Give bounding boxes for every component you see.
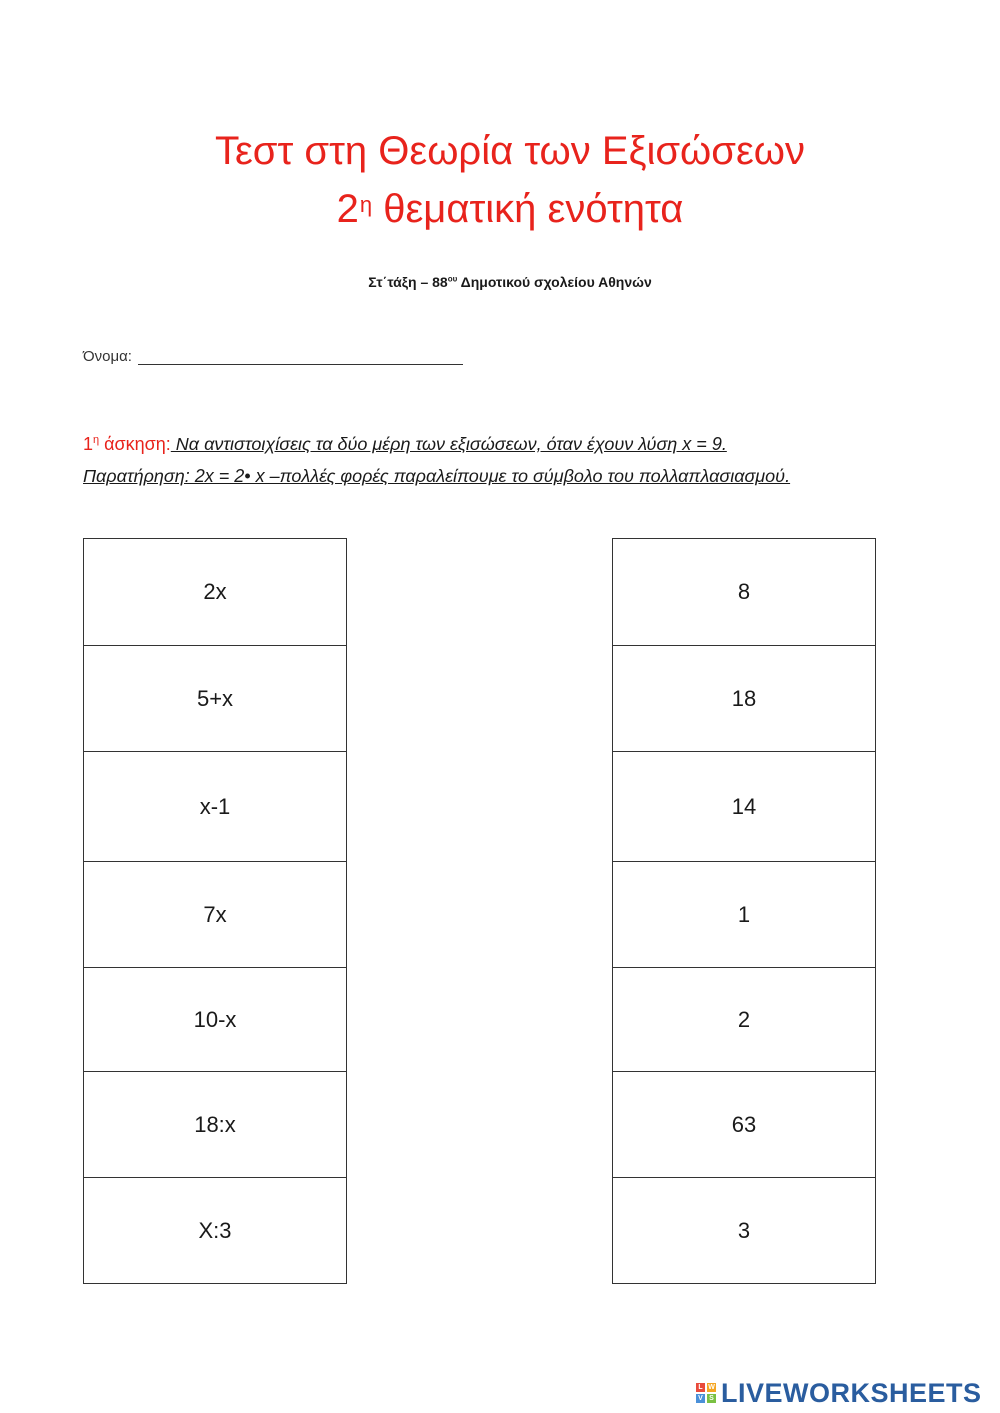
right-match-item[interactable]: 18: [613, 645, 875, 751]
name-field[interactable]: [138, 348, 463, 365]
exercise-label-text: άσκηση:: [99, 434, 171, 454]
exercise-number-suffix: η: [93, 434, 100, 446]
school-number-suffix: ου: [447, 274, 458, 284]
logo-mark-square: S: [707, 1394, 716, 1403]
right-match-item[interactable]: 1: [613, 861, 875, 967]
right-match-column: [612, 538, 876, 1284]
exercise-label: [83, 434, 171, 454]
logo-text: LIVEWORKSHEETS: [721, 1377, 982, 1408]
liveworksheets-logo: [696, 1378, 982, 1408]
left-match-item[interactable]: 7x: [84, 861, 346, 967]
exercise-number: 1: [83, 434, 94, 454]
right-match-item[interactable]: 2: [613, 967, 875, 1071]
school-label: Δημοτικού σχολείου Αθηνών: [457, 274, 652, 290]
left-match-item[interactable]: X:3: [84, 1177, 346, 1283]
name-label: Όνομα:: [83, 348, 132, 365]
liveworksheets-logo-icon: [696, 1383, 716, 1403]
right-match-item[interactable]: 8: [737, 579, 751, 604]
name-row: [83, 348, 463, 365]
left-match-item[interactable]: 2x: [203, 579, 227, 604]
exercise-instruction: Να αντιστοιχίσεις τα δύο μέρη των εξισώσεων, όταν έχουν λύση x = 9.: [170, 434, 727, 454]
left-match-item[interactable]: 18:x: [84, 1071, 346, 1177]
left-match-item[interactable]: x-1: [84, 751, 346, 861]
left-match-item[interactable]: 5+x: [84, 645, 346, 751]
class-label: Στ΄τάξη – 88: [368, 274, 448, 290]
page-subtitle-topic: [0, 180, 1000, 238]
class-school-line: [0, 274, 1000, 290]
left-match-column: [83, 538, 347, 1284]
exercise-note: Παρατήρηση: 2x = 2• x –πολλές φορές παραλείπουμε το σύμβολο του πολλαπλασιασμού.: [83, 466, 791, 486]
right-match-item[interactable]: 63: [613, 1071, 875, 1177]
topic-number: 2: [336, 187, 359, 231]
logo-mark-square: L: [696, 1383, 705, 1392]
page-title: Τεστ στη Θεωρία των Εξισώσεων: [214, 129, 806, 173]
logo-mark-square: V: [696, 1394, 705, 1403]
left-match-item[interactable]: 10-x: [84, 967, 346, 1071]
topic-label: θεματική ενότητα: [372, 187, 684, 231]
right-match-item[interactable]: 3: [613, 1177, 875, 1283]
logo-mark-square: W: [708, 1384, 715, 1391]
exercise-instructions: [83, 424, 883, 492]
right-match-item[interactable]: 14: [613, 751, 875, 861]
topic-number-suffix: η: [359, 192, 373, 217]
